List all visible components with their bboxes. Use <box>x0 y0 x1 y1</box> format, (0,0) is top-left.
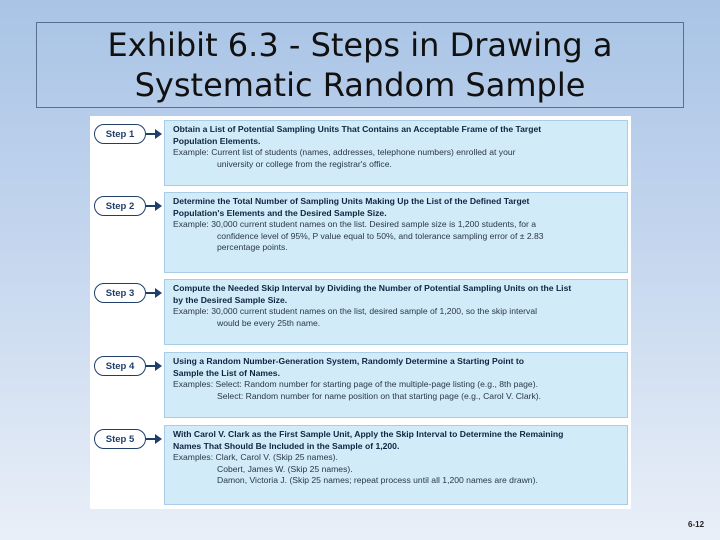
page-number: 6-12 <box>688 520 705 529</box>
step-1-arrow-icon <box>146 133 160 135</box>
step-1-box <box>164 120 628 186</box>
step-3-heading-line: by the Desired Sample Size. <box>173 294 288 305</box>
step-1-label: Step 1 <box>94 124 146 144</box>
step-5-example-line: Damon, Victoria J. (Skip 25 names; repeat process until all 1,200 names are drawn). <box>217 475 538 486</box>
step-4-example-line: Select: Random number for name position on that starting page (e.g., Carol V. Clark). <box>217 390 542 401</box>
step-4-label: Step 4 <box>94 356 146 376</box>
step-5-label: Step 5 <box>94 429 146 449</box>
step-1-heading-line: Obtain a List of Potential Sampling Units That Contains an Acceptable Frame of the Target <box>173 124 542 134</box>
step-3-arrow-icon <box>146 292 160 294</box>
title-line-2: Systematic Random Sample <box>134 66 586 104</box>
step-2-box <box>164 192 628 273</box>
step-1-heading-line: Population Elements. <box>173 135 261 146</box>
step-4-heading-line: Using a Random Number-Generation System, Randomly Determine a Starting Point to <box>173 356 524 366</box>
step-3-example-line: would be every 25th name. <box>217 317 321 328</box>
slide-title <box>36 22 684 108</box>
step-2-heading-line: Determine the Total Number of Sampling Units Making Up the List of the Defined Target <box>173 196 530 206</box>
step-4-box <box>164 352 628 418</box>
step-1-example-line: Example: Current list of students (names, addresses, telephone numbers) enrolled at your <box>173 147 516 158</box>
step-2-example-line: percentage points. <box>217 242 288 253</box>
step-3-box <box>164 279 628 345</box>
step-2-label: Step 2 <box>94 196 146 216</box>
step-2-heading-line: Population's Elements and the Desired Sample Size. <box>173 207 387 218</box>
step-3-example-line: Example: 30,000 current student names on the list, desired sample of 1,200, so the skip interval <box>173 306 538 317</box>
step-5-example-line: Cobert, James W. (Skip 25 names). <box>217 463 353 474</box>
step-3-heading-line: Compute the Needed Skip Interval by Dividing the Number of Potential Sampling Units on the List <box>173 283 572 293</box>
step-2-arrow-icon <box>146 205 160 207</box>
step-3-label: Step 3 <box>94 283 146 303</box>
step-4-arrow-icon <box>146 365 160 367</box>
step-2-example-line: confidence level of 95%, P value equal to 50%, and tolerance sampling error of ± 2.83 <box>217 230 544 241</box>
exhibit-figure <box>90 116 631 509</box>
step-5-heading-line: With Carol V. Clark as the First Sample Unit, Apply the Skip Interval to Determine the Remaining <box>173 429 564 439</box>
step-5-heading-line: Names That Should Be Included in the Sample of 1,200. <box>173 440 400 451</box>
step-4-example-line: Examples: Select: Random number for starting page of the multiple-page listing (e.g., 8th page). <box>173 379 538 390</box>
step-5-box <box>164 425 628 505</box>
step-5-example-line: Examples: Clark, Carol V. (Skip 25 names). <box>173 452 338 463</box>
step-1-example-line: university or college from the registrar's office. <box>217 158 392 169</box>
step-2-example-line: Example: 30,000 current student names on the list. Desired sample size is 1,200 students, for a <box>173 219 537 230</box>
step-5-arrow-icon <box>146 438 160 440</box>
step-4-heading-line: Sample the List of Names. <box>173 367 280 378</box>
title-line-1: Exhibit 6.3 - Steps in Drawing a <box>107 26 613 64</box>
